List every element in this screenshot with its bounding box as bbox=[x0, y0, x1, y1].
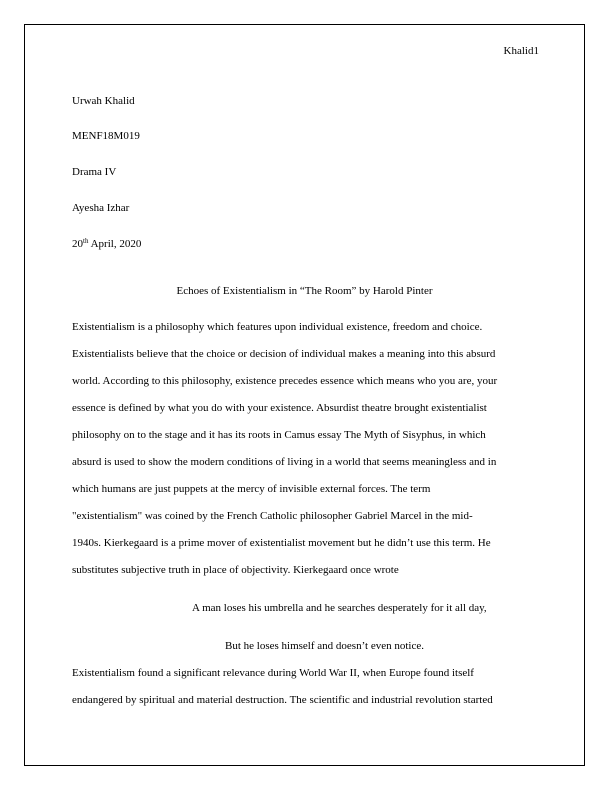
paragraph-line: "existentialism" was coined by the French Catholic philosopher Gabriel Marcel in the mid- bbox=[72, 510, 473, 522]
course-name: Drama IV bbox=[72, 166, 117, 178]
paragraph-line: Existentialists believe that the choice or decision of individual makes a meaning into this absurd bbox=[72, 348, 496, 360]
instructor-name: Ayesha Izhar bbox=[72, 202, 130, 214]
paragraph-line: philosophy on to the stage and it has its roots in Camus essay The Myth of Sisyphus, in which bbox=[72, 429, 486, 441]
essay-title: Echoes of Existentialism in “The Room” by Harold Pinter bbox=[176, 285, 433, 297]
author-name: Urwah Khalid bbox=[72, 95, 135, 107]
block-quote-line: But he loses himself and doesn’t even notice. bbox=[225, 640, 424, 652]
paragraph-line: substitutes subjective truth in place of objectivity. Kierkegaard once wrote bbox=[72, 564, 399, 576]
paragraph-line: essence is defined by what you do with your existence. Absurdist theatre brought existentialist bbox=[72, 402, 487, 414]
paragraph-line: endangered by spiritual and material destruction. The scientific and industrial revolution started bbox=[72, 694, 493, 706]
date-line bbox=[72, 237, 141, 251]
paragraph-line: 1940s. Kierkegaard is a prime mover of existentialist movement but he didn’t use this term. He bbox=[72, 537, 491, 549]
paragraph-line: Existentialism is a philosophy which features upon individual existence, freedom and choice. bbox=[72, 321, 483, 333]
date-suffix: th bbox=[83, 237, 89, 245]
roll-number: MENF18M019 bbox=[72, 130, 140, 142]
paragraph-line: absurd is used to show the modern conditions of living in a world that seems meaningless and in bbox=[72, 456, 497, 468]
running-head: Khalid1 bbox=[503, 45, 539, 57]
block-quote-line: A man loses his umbrella and he searches desperately for it all day, bbox=[192, 602, 487, 614]
paragraph-line: Existentialism found a significant relevance during World War II, when Europe found itself bbox=[72, 667, 474, 679]
date-day: 20 bbox=[72, 238, 83, 250]
document-page bbox=[24, 24, 585, 766]
paragraph-line: world. According to this philosophy, existence precedes essence which means who you are, your bbox=[72, 375, 498, 387]
date-rest: April, 2020 bbox=[88, 238, 142, 250]
paragraph-line: which humans are just puppets at the mercy of invisible external forces. The term bbox=[72, 483, 431, 495]
